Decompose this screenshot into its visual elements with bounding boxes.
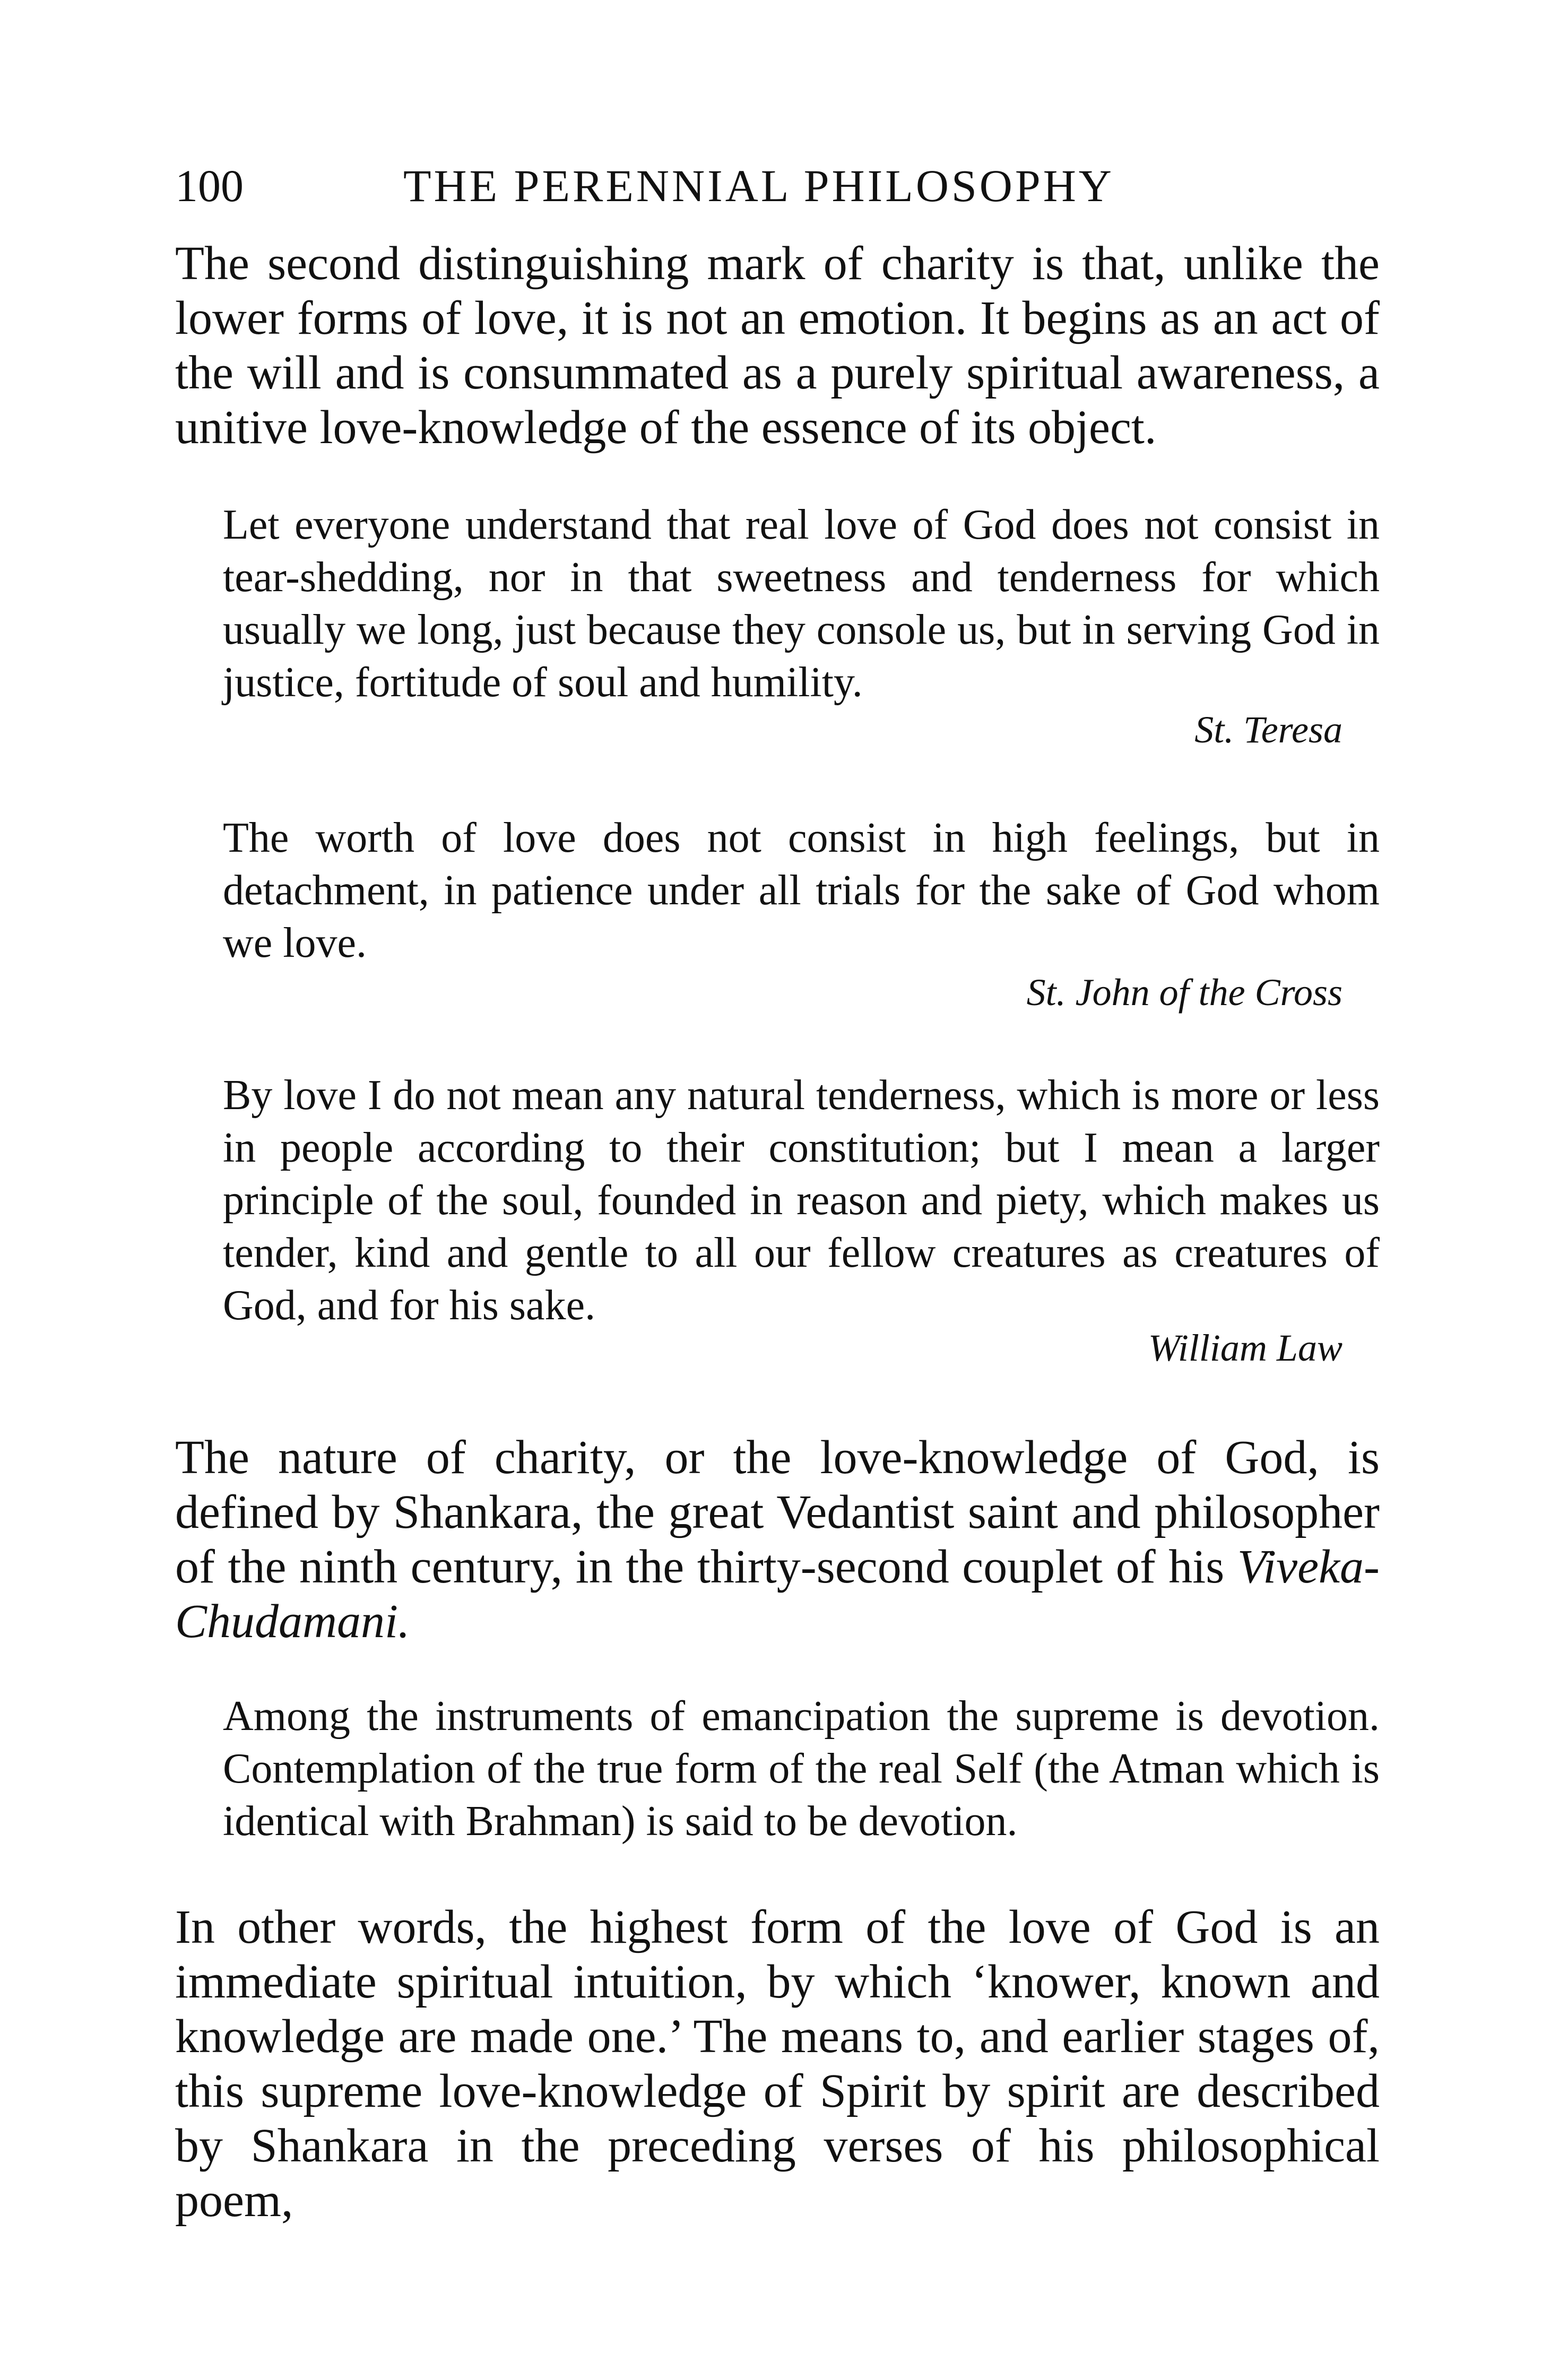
attribution-william-law: William Law [1148, 1327, 1342, 1369]
book-title-viveka-chudamani: Viveka-Chudamani. [175, 1541, 1380, 1648]
quote-st-teresa: Let everyone understand that real love of God does not consist in tear-shedding, nor in that sweetness and tenderness for which usually we long, just because they console us, but in serving God in justice, fortitude of soul and humility. [223, 501, 1380, 706]
page-header [175, 157, 1396, 215]
paragraph-shankara-text: The nature of charity, or the love-knowledge of God, is defined by Shankara, the great Vedantist saint and philosopher of the ninth century, in the thirty-second couplet of his [175, 1431, 1380, 1593]
running-head: THE PERENNIAL PHILOSOPHY [403, 160, 1114, 211]
attribution-st-john-of-the-cross: St. John of the Cross [1026, 971, 1342, 1014]
quote-st-john-of-the-cross: The worth of love does not consist in high feelings, but in detachment, in patience under all trials for the sake of God whom we love. [223, 815, 1380, 966]
paragraph-highest-form: In other words, the highest form of the love of God is an immediate spiritual intuition, by which ‘knower, known and knowledge are made one.’ The means to, and earlier stages of, this supreme love-knowledge of Spirit by spirit are described by Shankara in the preceding verses of his philosophical poem, [175, 1901, 1380, 2227]
paragraph-charity-mark: The second distinguishing mark of charity is that, unlike the lower forms of love, it is not an emotion. It begins as an act of the will and is consummated as a purely spiritual awareness, a unitive love-knowledge of the essence of its object. [175, 237, 1380, 454]
paragraph-shankara [175, 1430, 1380, 1649]
attribution-st-teresa: St. Teresa [1194, 708, 1342, 751]
page-number: 100 [175, 160, 244, 211]
quote-viveka-chudamani: Among the instruments of emancipation the supreme is devotion. Contemplation of the true form of the real Self (the Atman which is identical with Brahman) is said to be devotion. [223, 1693, 1380, 1845]
quote-william-law: By love I do not mean any natural tenderness, which is more or less in people according to their constitution; but I mean a larger principle of the soul, founded in reason and piety, which makes us tender, kind and gentle to all our fellow creatures as creatures of God, and for his sake. [223, 1072, 1380, 1329]
